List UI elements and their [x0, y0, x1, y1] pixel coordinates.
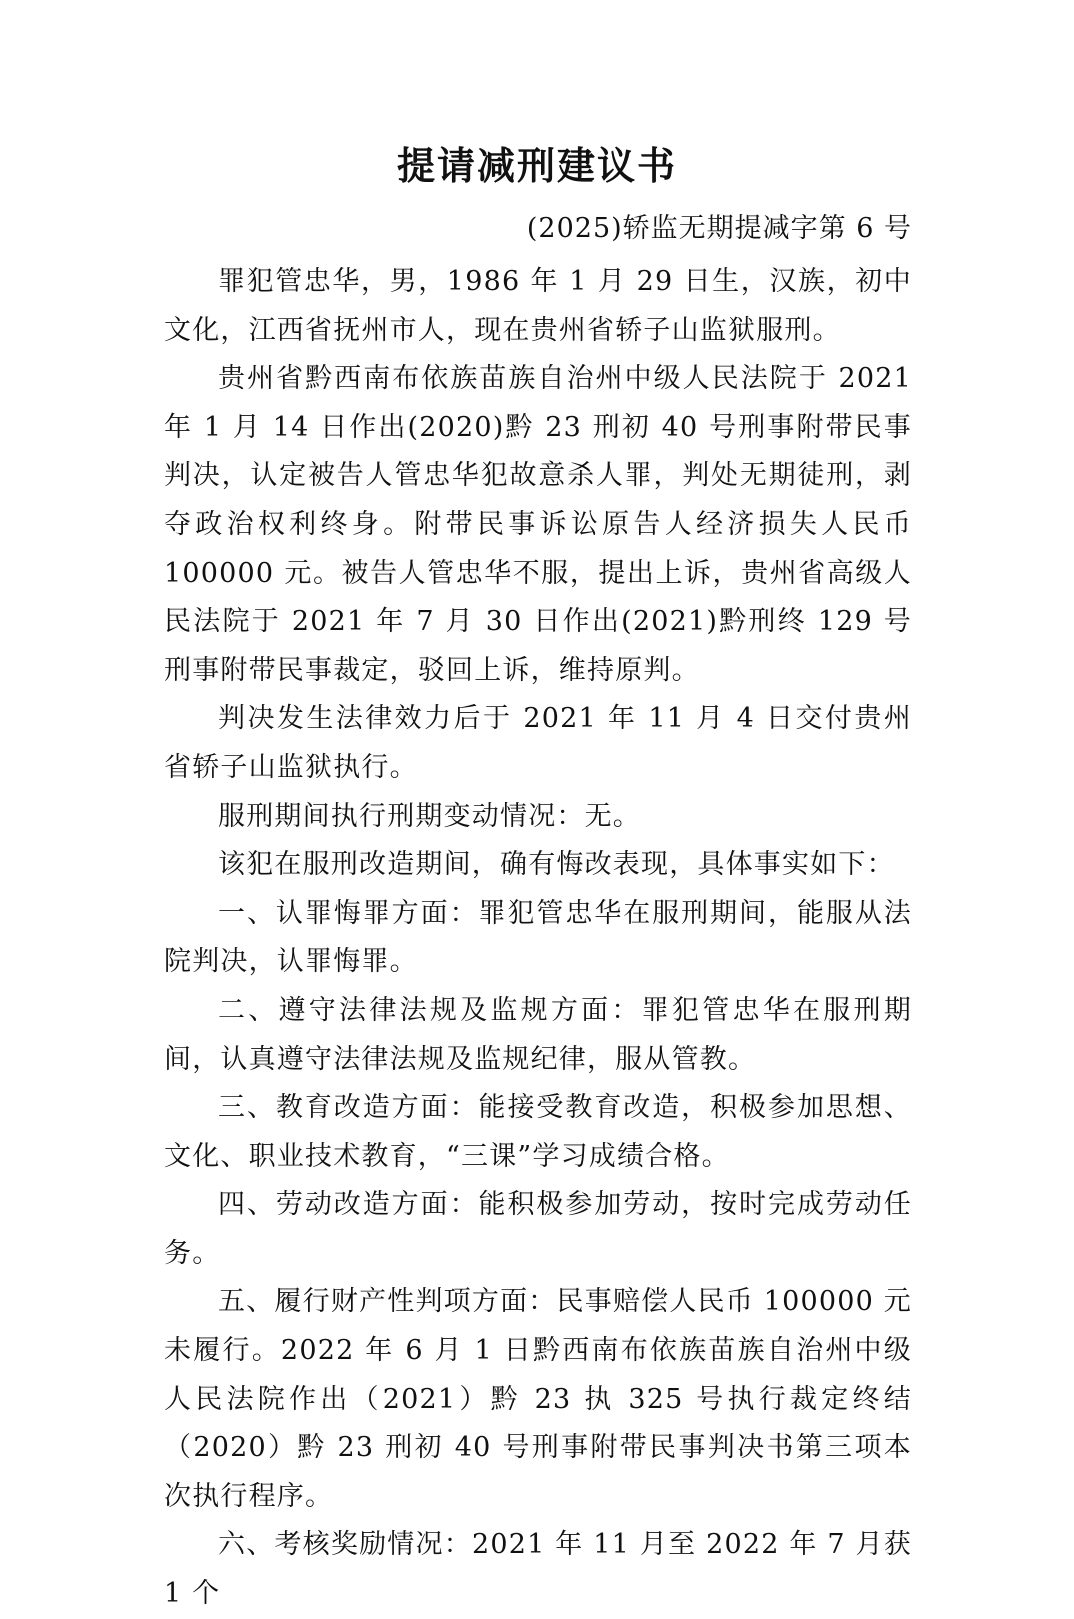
- document-title: 提请减刑建议书: [396, 144, 677, 188]
- paragraph-repentance-intro: 该犯在服刑改造期间，确有悔改表现，具体事实如下：: [218, 849, 895, 881]
- paragraph-item-2: 二、遵守法律法规及监规方面：罪犯管忠华在服刑期间，认真遵守法律法规及监规纪律，服从管教。: [164, 994, 912, 1075]
- paragraph-criminal-info: 罪犯管忠华，男，1986 年 1 月 29 日生，汉族，初中文化，江西省抚州市人，现在贵州省轿子山监狱服刑。: [164, 266, 912, 346]
- paragraph-item-5: 五、履行财产性判项方面：民事赔偿人民币 100000 元未履行。2022 年 6 月 1 日黔西南布依族苗族自治州中级人民法院作出（2021）黔 23 执 325 号执行裁定终结（2020）黔 23 刑初 40 号刑事附带民事判决书第三项本次执行程序。: [164, 1286, 912, 1512]
- paragraph-judgment: 贵州省黔西南布依族苗族自治州中级人民法院于 2021 年 1 月 14 日作出(2020)黔 23 刑初 40 号刑事附带民事判决，认定被告人管忠华犯故意杀人罪，判处无期徒刑，剥夺政治权利终身。附带民事诉讼原告人经济损失人民币 100000 元。被告人管忠华不服，提出上诉，贵州省高级人民法院于 2021 年 7 月 30 日作出(2021)黔刑终 129 号刑事附带民事裁定，驳回上诉，维持原判。: [164, 363, 912, 686]
- paragraph-sentence-change: 服刑期间执行刑期变动情况：无。: [218, 800, 641, 832]
- paragraph-item-6: 六、考核奖励情况：2021 年 11 月至 2022 年 7 月获 1 个: [164, 1529, 912, 1610]
- document-number: (2025)轿监无期提减字第 6 号: [526, 213, 912, 244]
- document-body: [164, 258, 912, 1619]
- paragraph-item-4: 四、劳动改造方面：能积极参加劳动，按时完成劳动任务。: [164, 1189, 912, 1269]
- paragraph-execution: 判决发生法律效力后于 2021 年 11 月 4 日交付贵州省轿子山监狱执行。: [164, 703, 912, 783]
- paragraph-item-1: 一、认罪悔罪方面：罪犯管忠华在服刑期间，能服从法院判决，认罪悔罪。: [164, 897, 912, 978]
- paragraph-item-3: 三、教育改造方面：能接受教育改造，积极参加思想、文化、职业技术教育，“三课”学习成绩合格。: [164, 1092, 912, 1172]
